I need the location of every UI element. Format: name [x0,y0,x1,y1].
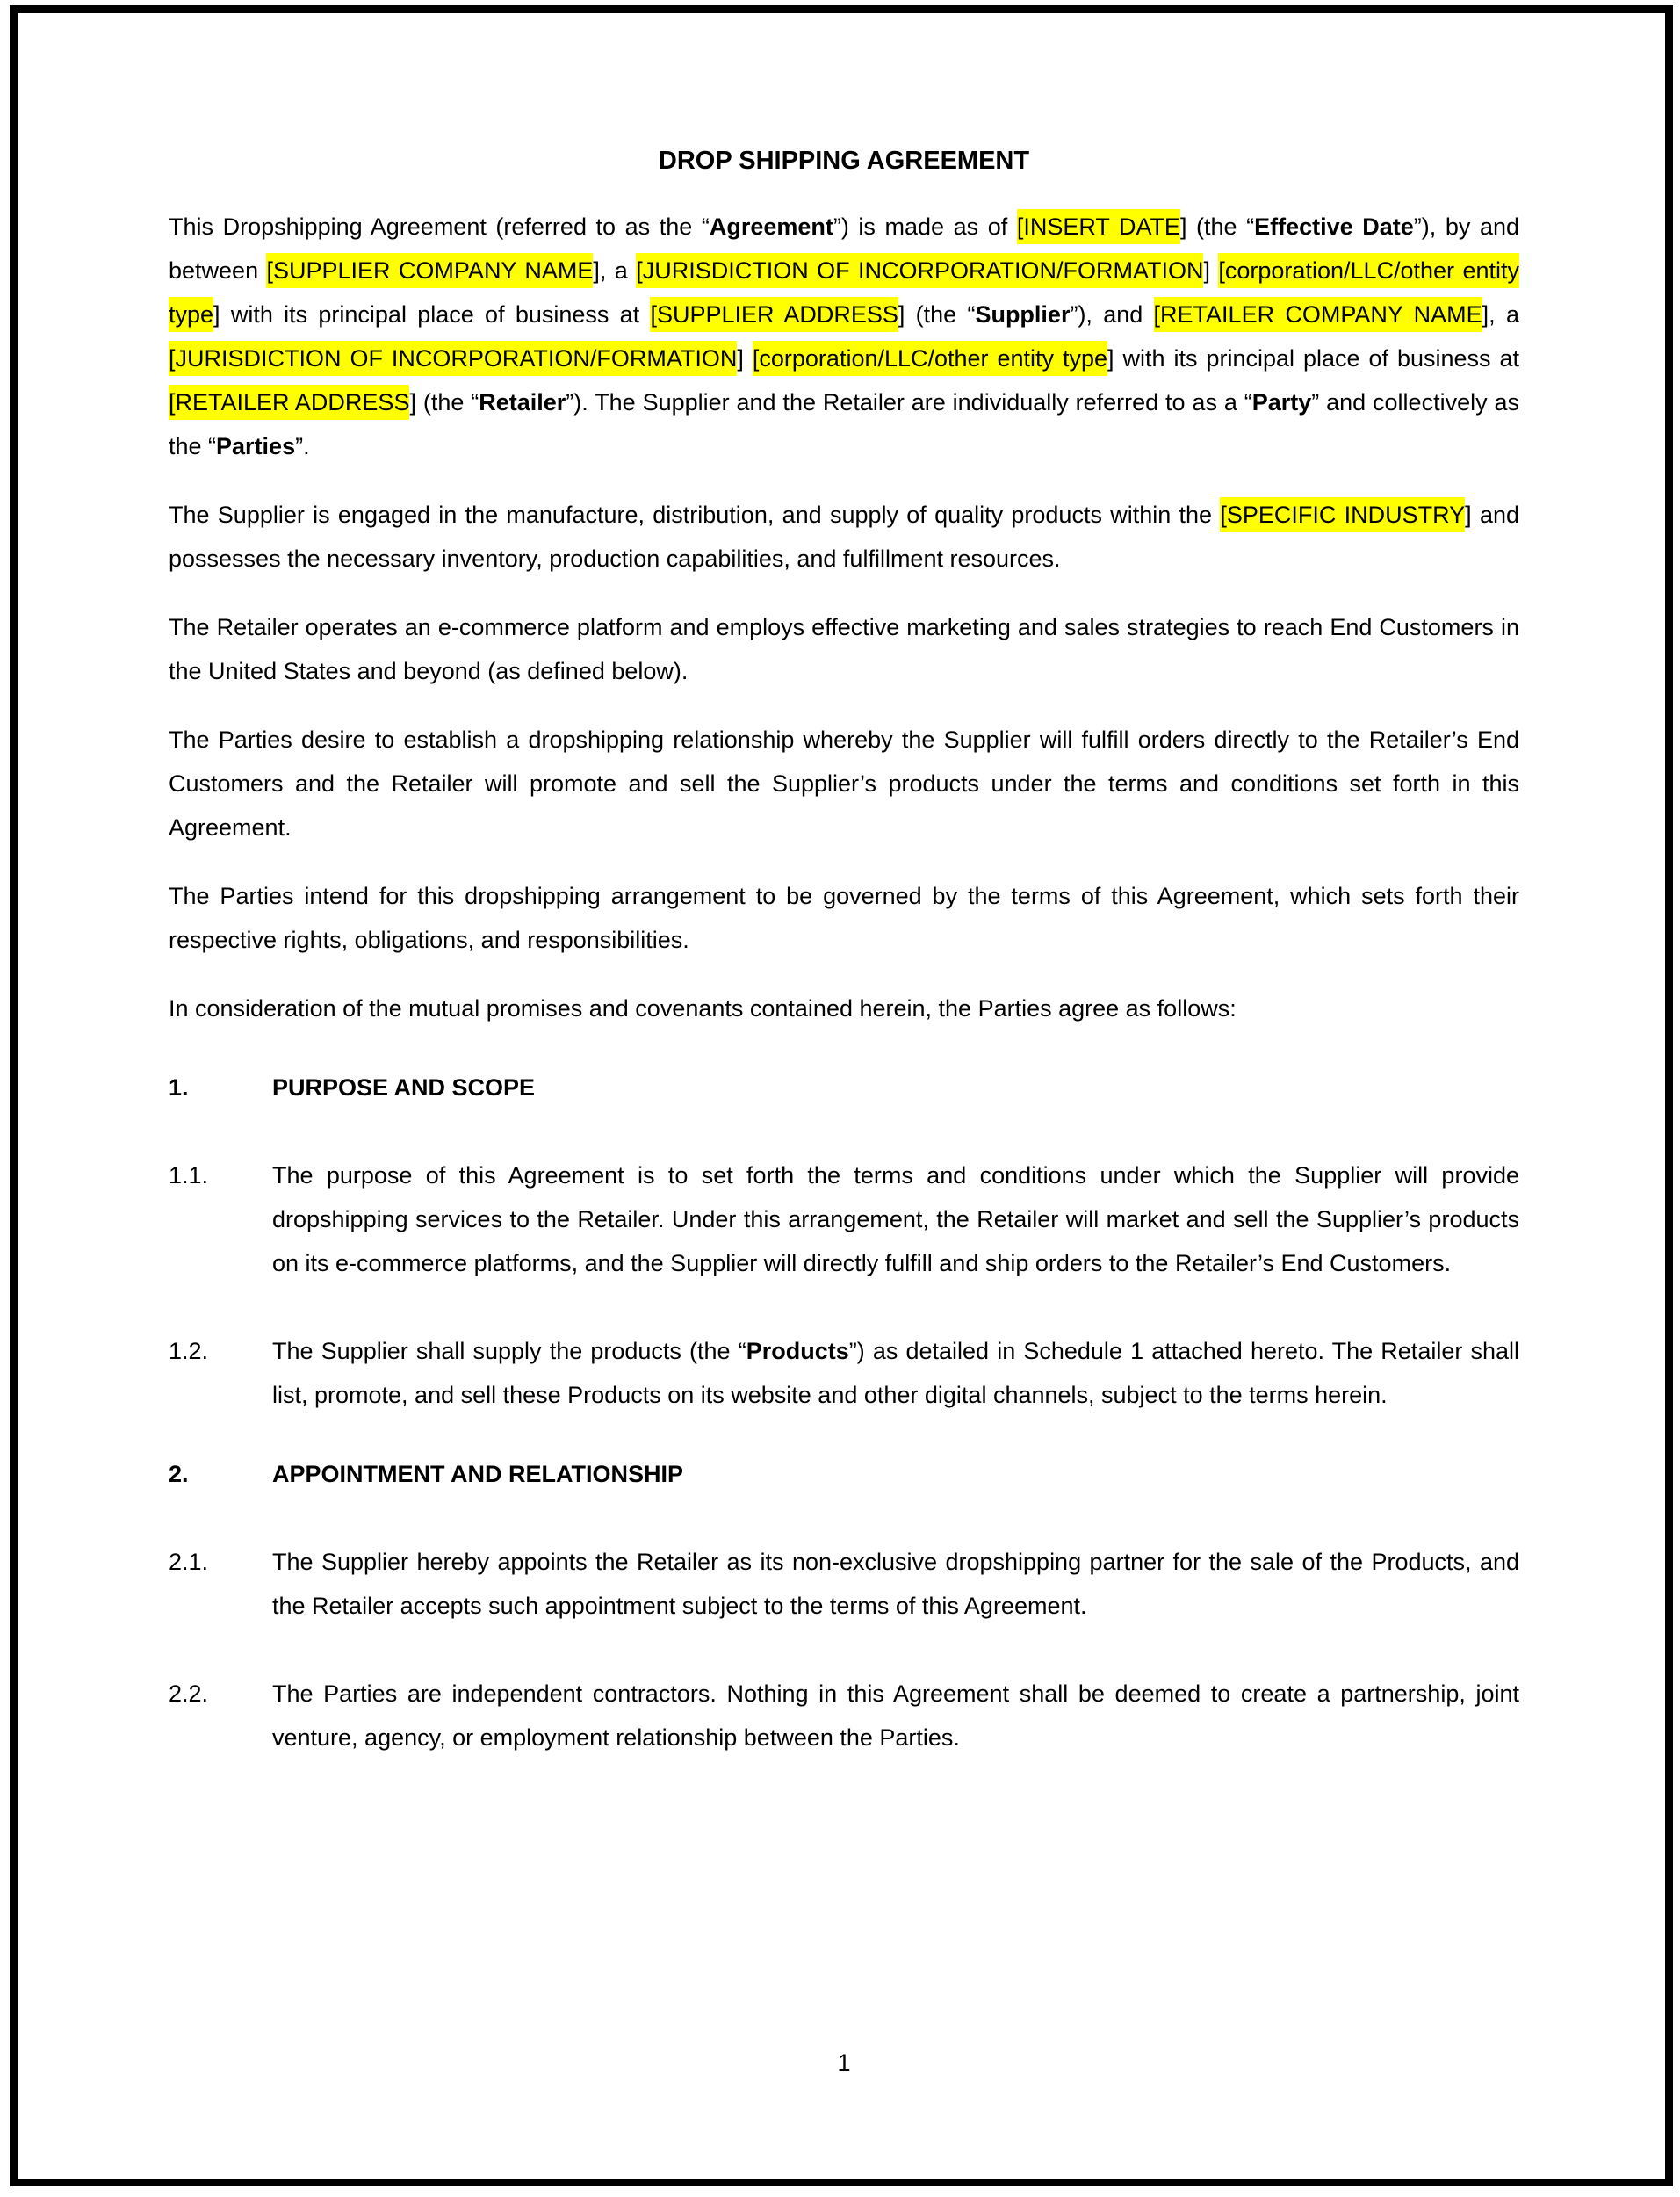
paragraph [169,605,1519,693]
text-run: This Dropshipping Agreement (referred to as the “ [169,213,710,240]
placeholder-highlight: [SUPPLIER ADDRESS [650,297,898,332]
clause-text [272,1672,1519,1760]
text-run: The Supplier shall supply the products (the “ [272,1338,746,1364]
placeholder-highlight: [RETAILER COMPANY NAME [1154,297,1482,332]
paragraph [169,986,1519,1030]
page-number: 1 [837,2049,851,2076]
defined-term: Products [746,1338,849,1364]
clause-number: 2.2. [169,1680,209,1707]
paragraph [169,205,1519,468]
clause-text [272,1153,1519,1285]
document-title: DROP SHIPPING AGREEMENT [658,147,1030,175]
clause-number: 1.1. [169,1162,209,1189]
section-clause [169,1153,1519,1285]
placeholder-highlight: [RETAILER ADDRESS [169,385,409,420]
text-run: The Parties are independent contractors. Nothing in this Agreement shall be deemed to create a partnership, joint venture, agency, or employment relationship between the Parties. [272,1680,1519,1751]
defined-term: Supplier [975,301,1071,328]
text-run: The Supplier is engaged in the manufacture, distribution, and supply of quality products within the [169,502,1221,528]
text-run: ] with its principal place of business at [213,301,651,328]
text-run: ”). The Supplier and the Retailer are individually referred to as a “ [566,389,1252,416]
defined-term: Parties [216,433,296,459]
clause-number: 2.1. [169,1549,209,1575]
paragraph [169,874,1519,962]
clause-number: 2. [169,1461,189,1487]
text-run: ] (the “ [898,301,976,328]
placeholder-highlight: [JURISDICTION OF INCORPORATION/FORMATION [636,253,1203,288]
paragraph [169,493,1519,581]
clause-number: 1.2. [169,1338,209,1364]
document-page [169,0,1519,1784]
text-run: ] and possesses the necessary inventory, production capabilities, and fulfillment resources. [169,502,1519,572]
section-heading [169,1452,1519,1496]
text-run: ”), and [1070,301,1154,328]
text-run: The purpose of this Agreement is to set forth the terms and conditions under which the Supplier will provide dropshipping services to the Retailer. Under this arrangement, the Retailer will market and sell the Supplier’s products on its e-commerce platforms, and the Supplier will directly fulfill and ship orders to the Retailer’s End Customers. [272,1162,1519,1276]
section-clause [169,1672,1519,1760]
text-run: ], a [1482,301,1519,328]
text-run: ] (the “ [1179,213,1255,240]
defined-term: Agreement [709,213,833,240]
clause-text [272,1329,1519,1417]
placeholder-highlight: [SPECIFIC INDUSTRY [1220,497,1465,532]
text-run: ] [737,345,753,372]
clause-text [272,1540,1519,1628]
section-clause [169,1540,1519,1628]
paragraph [169,718,1519,849]
text-run: The Parties desire to establish a dropshipping relationship whereby the Supplier will fulfill orders directly to the Retailer’s End Customers and the Retailer will promote and sell the Supplier’s products under the terms and conditions set forth in this Agreement. [169,726,1519,841]
text-run: ”), by and between [169,213,1520,284]
section-heading [169,1066,1519,1109]
text-run: ”) as detailed in Schedule 1 attached hereto. The Retailer shall list, promote, and sell these Products on its website and other digital channels, subject to the terms herein. [272,1338,1519,1408]
section-clause [169,1329,1519,1417]
text-run: The Parties intend for this dropshipping arrangement to be governed by the terms of this Agreement, which sets forth their respective rights, obligations, and responsibilities. [169,883,1519,953]
defined-term: Party [1251,389,1312,416]
text-run: ”) is made as of [833,213,1017,240]
clause-number: 1. [169,1074,189,1101]
text-run: ” and collectively as the “ [169,389,1519,459]
heading-text: PURPOSE AND SCOPE [272,1074,536,1101]
text-run: ] [1203,257,1219,284]
text-run: In consideration of the mutual promises and covenants contained herein, the Parties agree as follows: [169,995,1237,1022]
text-run: ] (the “ [409,389,479,416]
text-run: The Supplier hereby appoints the Retailer as its non-exclusive dropshipping partner for the sale of the Products, and the Retailer accepts such appointment subject to the terms of this Agreement. [272,1549,1519,1619]
text-run: ] with its principal place of business at [1107,345,1519,372]
placeholder-highlight: [corporation/LLC/other entity type [753,341,1107,376]
placeholder-highlight: [JURISDICTION OF INCORPORATION/FORMATION [169,341,737,376]
placeholder-highlight: [SUPPLIER COMPANY NAME [266,253,593,288]
text-run: ”. [295,433,310,459]
document-body [169,205,1519,1760]
defined-term: Effective Date [1254,213,1414,240]
text-run: ], a [593,257,637,284]
placeholder-highlight: [INSERT DATE [1017,209,1180,244]
defined-term: Retailer [479,389,566,416]
placeholder-highlight: [corporation/LLC/other entity type [169,253,1519,332]
text-run: The Retailer operates an e-commerce platform and employs effective marketing and sales strategies to reach End Customers in the United States and beyond (as defined below). [169,614,1519,684]
heading-text: APPOINTMENT AND RELATIONSHIP [272,1461,684,1487]
